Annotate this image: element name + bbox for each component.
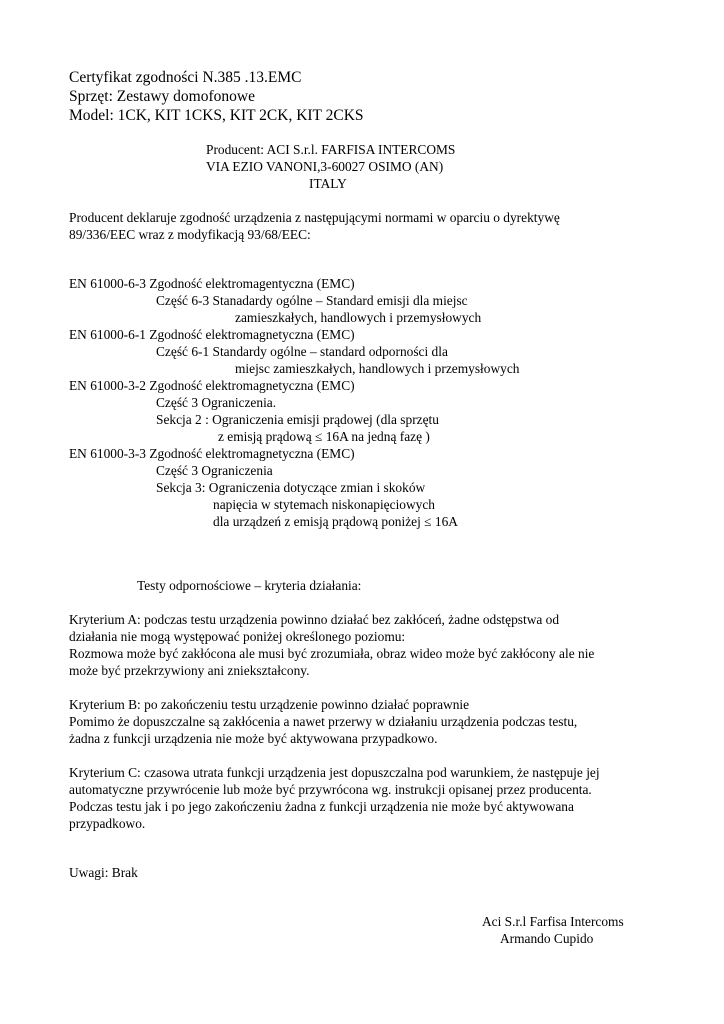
- standard-detail: Sekcja 3: Ograniczenia dotyczące zmian i skoków: [156, 480, 426, 495]
- standard-detail: dla urządzeń z emisją prądową poniżej ≤ 16A: [213, 514, 458, 529]
- standard-detail: napięcia w stytemach niskonapięciowych: [213, 497, 435, 512]
- signature-name: Armando Cupido: [500, 931, 594, 946]
- criterion-line: Kryterium A: podczas testu urządzenia powinno działać bez zakłóceń, żadne odstępstwa od: [69, 612, 560, 627]
- tests-heading: Testy odpornościowe – kryteria działania:: [137, 578, 362, 593]
- equipment-type: Sprzęt: Zestawy domofonowe: [69, 88, 255, 105]
- model-list: Model: 1CK, KIT 1CKS, KIT 2CK, KIT 2CKS: [69, 107, 364, 124]
- criterion-line: automatyczne przywrócenie lub może być przywrócona wg. instrukcji opisanej przez producenta.: [69, 782, 592, 797]
- standard-title: EN 61000-6-3 Zgodność elektromagentyczna (EMC): [69, 276, 355, 291]
- standard-detail: z emisją prądową ≤ 16A na jedną fazę ): [218, 429, 430, 444]
- standard-detail: Część 3 Ograniczenia: [156, 463, 273, 478]
- producer-country: ITALY: [309, 176, 347, 191]
- standard-detail: Sekcja 2 : Ograniczenia emisji prądowej (dla sprzętu: [156, 412, 439, 427]
- declaration-line-1: Producent deklaruje zgodność urządzenia z następującymi normami w oparciu o dyrektywę: [69, 210, 560, 225]
- standard-title: EN 61000-3-2 Zgodność elektromagnetyczna (EMC): [69, 378, 355, 393]
- criterion-line: działania nie mogą występować poniżej określonego poziomu:: [69, 629, 406, 644]
- criterion-line: przypadkowo.: [69, 816, 146, 831]
- criterion-line: Podczas testu jak i po jego zakończeniu żadna z funkcji urządzenia nie może być aktywowana: [69, 799, 574, 814]
- criterion-line: może być przekrzywiony ani zniekształcony.: [69, 663, 310, 678]
- producer-name: Producent: ACI S.r.l. FARFISA INTERCOMS: [206, 142, 456, 157]
- standard-detail: Część 6-1 Standardy ogólne – standard odporności dla: [156, 344, 448, 359]
- standard-detail: Część 6-3 Stanadardy ogólne – Standard emisji dla miejsc: [156, 293, 468, 308]
- criterion-line: Rozmowa może być zakłócona ale musi być zrozumiała, obraz wideo może być zakłócony ale nie: [69, 646, 595, 661]
- standard-title: EN 61000-3-3 Zgodność elektromagnetyczna (EMC): [69, 446, 355, 461]
- signature-company: Aci S.r.l Farfisa Intercoms: [482, 914, 624, 929]
- criterion-line: Pomimo że dopuszczalne są zakłócenia a nawet przerwy w działaniu urządzenia podczas testu,: [69, 714, 578, 729]
- criterion-line: Kryterium C: czasowa utrata funkcji urządzenia jest dopuszczalna pod warunkiem, że następuje jej: [69, 765, 600, 780]
- certificate-number: Certyfikat zgodności N.385 .13.EMC: [69, 69, 302, 86]
- producer-address: VIA EZIO VANONI,3-60027 OSIMO (AN): [206, 159, 444, 174]
- standard-detail: Część 3 Ograniczenia.: [156, 395, 277, 410]
- remarks: Uwagi: Brak: [69, 865, 138, 880]
- criterion-line: żadna z funkcji urządzenia nie może być aktywowana przypadkowo.: [69, 731, 438, 746]
- standard-detail: zamieszkałych, handlowych i przemysłowych: [235, 310, 482, 325]
- standard-detail: miejsc zamieszkałych, handlowych i przemysłowych: [235, 361, 520, 376]
- standard-title: EN 61000-6-1 Zgodność elektromagnetyczna (EMC): [69, 327, 355, 342]
- criterion-line: Kryterium B: po zakończeniu testu urządzenie powinno działać poprawnie: [69, 697, 470, 712]
- declaration-line-2: 89/336/EEC wraz z modyfikacją 93/68/EEC:: [69, 227, 311, 242]
